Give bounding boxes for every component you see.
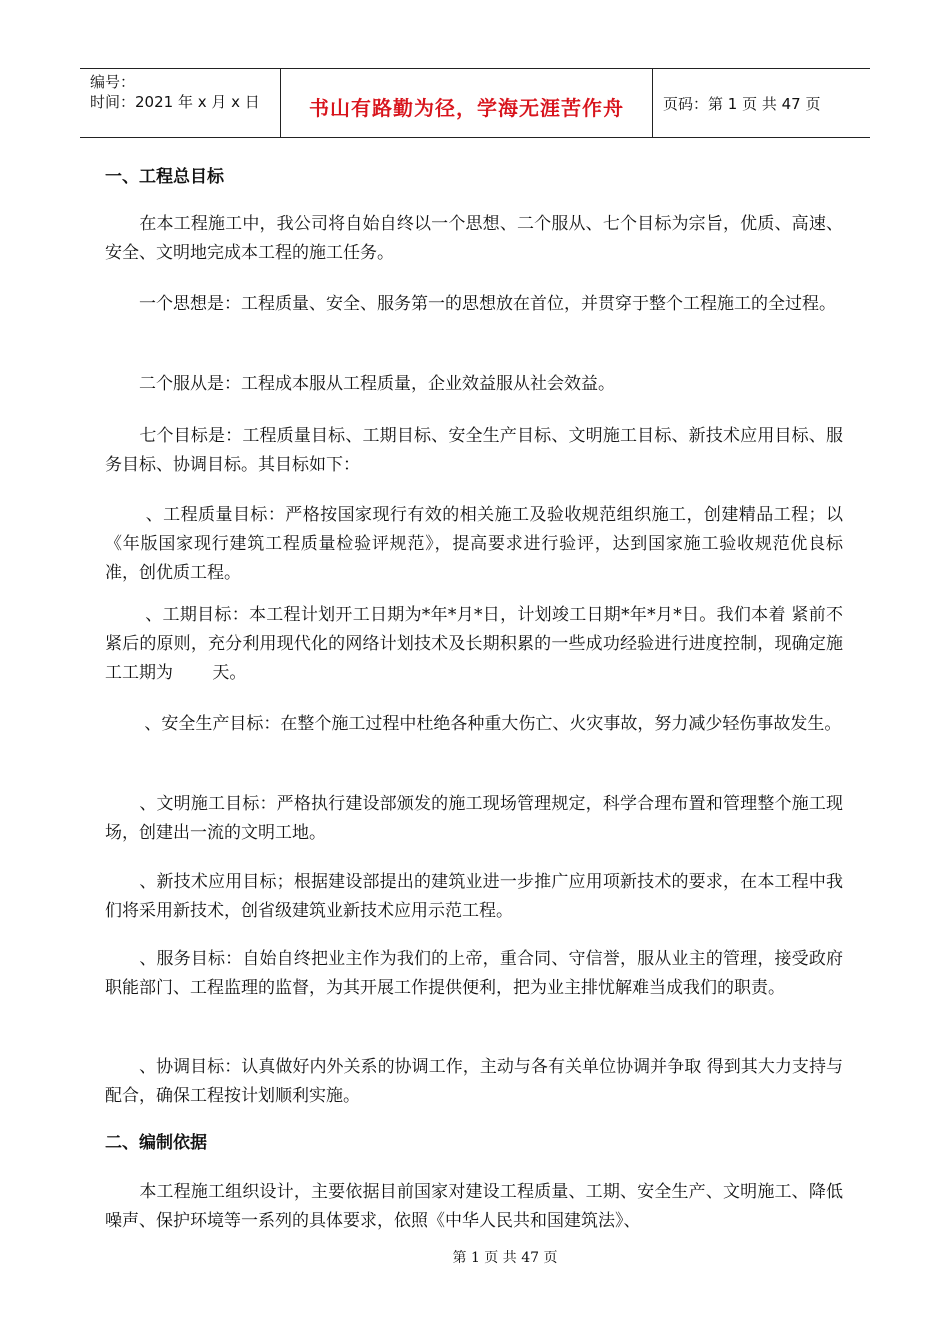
- paragraph: 、文明施工目标：严格执行建设部颁发的施工现场管理规定，科学合理布置和管理整个施工现场，创建出一流的文明工地。: [105, 794, 843, 843]
- paragraph: 、安全生产目标：在整个施工过程中杜绝各种重大伤亡、火灾事故，努力减少轻伤事故发生。: [105, 714, 842, 734]
- section-heading-goals: 一、工程总目标: [105, 167, 224, 187]
- paragraph: 、新技术应用目标；根据建设部提出的建筑业进一步推广应用项新技术的要求，在本工程中我们将采用新技术，创省级建筑业新技术应用示范工程。: [105, 872, 843, 921]
- paragraph: 二个服从是：工程成本服从工程质量，企业效益服从社会效益。: [105, 374, 615, 394]
- time-label: 时间：2021 年 x 月 x 日: [90, 93, 260, 111]
- header-page-cell: [653, 69, 870, 137]
- number-label: 编号：: [90, 73, 136, 91]
- paragraph: 、工期目标：本工程计划开工日期为*年*月*日，计划竣工日期*年*月*日。我们本着 紧前不紧后的原则，充分利用现代化的网络计划技术及长期积累的一些成功经验进行进度控制，现确定施工工期为 天。: [105, 605, 843, 683]
- paragraph: 、工程质量目标：严格按国家现行有效的相关施工及验收规范组织施工，创建精品工程；以《年版国家现行建筑工程质量检验评规范》，提高要求进行验评，达到国家施工验收规范优良标准，创优质工程。: [105, 505, 843, 583]
- motto: 书山有路勤为径，学海无涯苦作舟: [309, 95, 624, 120]
- paragraph: 在本工程施工中，我公司将自始自终以一个思想、二个服从、七个目标为宗旨，优质、高速、安全、文明地完成本工程的施工任务。: [105, 214, 843, 263]
- document-header: [80, 68, 870, 138]
- section-heading-basis: 二、编制依据: [105, 1133, 207, 1153]
- paragraph: 七个目标是：工程质量目标、工期目标、安全生产目标、文明施工目标、新技术应用目标、服务目标、协调目标。其目标如下：: [105, 426, 843, 475]
- paragraph: 、服务目标：自始自终把业主作为我们的上帝，重合同、守信誉，服从业主的管理，接受政府职能部门、工程监理的监督，为其开展工作提供便利，把为业主排忧解难当成我们的职责。: [105, 949, 843, 998]
- paragraph: 一个思想是：工程质量、安全、服务第一的思想放在首位，并贯穿于整个工程施工的全过程。: [105, 294, 836, 314]
- page-label: 页码：第 1 页 共 47 页: [663, 94, 821, 113]
- paragraph: 、协调目标：认真做好内外关系的协调工作，主动与各有关单位协调并争取 得到其大力支持与配合，确保工程按计划顺利实施。: [105, 1057, 843, 1106]
- page-footer: 第 1 页 共 47 页: [452, 1250, 558, 1266]
- header-meta-cell: [80, 69, 281, 137]
- header-motto-cell: [281, 69, 653, 137]
- paragraph: 本工程施工组织设计，主要依据目前国家对建设工程质量、工期、安全生产、文明施工、降低噪声、保护环境等一系列的具体要求，依照《中华人民共和国建筑法》、: [105, 1182, 843, 1231]
